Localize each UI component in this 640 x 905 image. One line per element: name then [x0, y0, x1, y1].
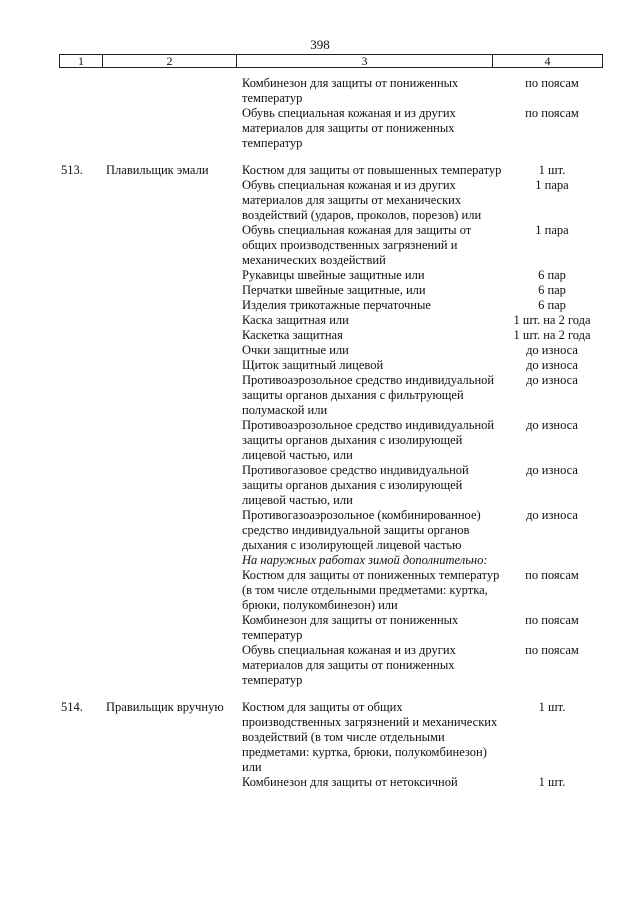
table-body: [0, 76, 640, 790]
row-number: 513.: [61, 163, 83, 177]
row-item: Костюм для защиты от общих производственных загрязнений и механических воздействий (в том числе отдельными предметами: куртка, брюки, полукомбинезон) или: [242, 700, 498, 774]
row-norm: до износа: [526, 418, 578, 432]
row-number: [0, 553, 106, 568]
header-col-2: 2: [103, 55, 237, 67]
row-profession: [106, 313, 242, 328]
row-number: [0, 343, 106, 358]
row-spacer: [0, 688, 640, 700]
row-profession: [106, 76, 242, 106]
header-col-1: 1: [60, 55, 103, 67]
row-spacer: [0, 151, 640, 163]
row-number: [0, 418, 106, 463]
table-row: [0, 508, 640, 553]
row-number: [0, 313, 106, 328]
table-row: [0, 163, 640, 178]
table-row: [0, 223, 640, 268]
row-norm: 6 пар: [538, 298, 566, 312]
row-profession: [106, 568, 242, 613]
row-number: [0, 373, 106, 418]
row-profession: [106, 775, 242, 790]
row-profession: [106, 643, 242, 688]
row-number: [0, 328, 106, 343]
table-row: [0, 463, 640, 508]
row-norm: до износа: [526, 508, 578, 522]
row-number: [0, 568, 106, 613]
table-row: [0, 283, 640, 298]
table-row: [0, 76, 640, 106]
row-profession: [106, 283, 242, 298]
row-norm: до износа: [526, 373, 578, 387]
row-profession: [106, 343, 242, 358]
row-item: Очки защитные или: [242, 343, 349, 357]
row-item: Обувь специальная кожаная и из других материалов для защиты от механических воздействий (ударов, проколов, порезов) или: [242, 178, 482, 222]
row-norm: 1 пара: [535, 178, 569, 192]
row-profession: [106, 298, 242, 313]
row-norm: 6 пар: [538, 268, 566, 282]
row-number: [0, 223, 106, 268]
row-norm: до износа: [526, 358, 578, 372]
table-row: [0, 268, 640, 283]
row-profession: [106, 613, 242, 643]
row-profession: [106, 106, 242, 151]
row-item: Каска защитная или: [242, 313, 349, 327]
table-row: [0, 358, 640, 373]
row-item: Обувь специальная кожаная и из других материалов для защиты от пониженных температур: [242, 643, 456, 687]
table-row: [0, 418, 640, 463]
table-row: [0, 613, 640, 643]
row-norm: [502, 553, 602, 568]
row-profession: [106, 463, 242, 508]
row-number: [0, 775, 106, 790]
row-number: [0, 106, 106, 151]
row-norm: 1 шт. на 2 года: [513, 328, 591, 342]
row-norm: по поясам: [525, 76, 579, 90]
table-row: [0, 328, 640, 343]
table-row: [0, 298, 640, 313]
row-number: [0, 463, 106, 508]
row-profession: [106, 268, 242, 283]
row-item: Комбинезон для защиты от пониженных температур: [242, 76, 459, 105]
row-item: Противоаэрозольное средство индивидуальной защиты органов дыхания с изолирующей лицевой частью, или: [242, 418, 495, 462]
row-profession: [106, 223, 242, 268]
row-profession: [106, 358, 242, 373]
row-item: На наружных работах зимой дополнительно:: [242, 553, 488, 567]
header-col-4: 4: [544, 54, 551, 68]
row-norm: по поясам: [525, 568, 579, 582]
table-row: [0, 553, 640, 568]
row-item: Изделия трикотажные перчаточные: [242, 298, 431, 312]
row-number: 514.: [61, 700, 83, 714]
row-norm: до износа: [526, 343, 578, 357]
row-norm: до износа: [526, 463, 578, 477]
row-item: Рукавицы швейные защитные или: [242, 268, 425, 282]
row-number: [0, 268, 106, 283]
row-norm: 6 пар: [538, 283, 566, 297]
row-item: Противоаэрозольное средство индивидуальной защиты органов дыхания с фильтрующей полумаской или: [242, 373, 495, 417]
row-norm: 1 пара: [535, 223, 569, 237]
row-profession: [106, 508, 242, 553]
table-header: [59, 54, 603, 68]
row-profession: [106, 328, 242, 343]
row-profession: Правильщик вручную: [106, 700, 224, 714]
row-number: [0, 298, 106, 313]
row-number: [0, 358, 106, 373]
row-item: Противогазовое средство индивидуальной защиты органов дыхания с изолирующей лицевой частью, или: [242, 463, 469, 507]
row-number: [0, 613, 106, 643]
row-norm: 1 шт. на 2 года: [513, 313, 591, 327]
row-item: Каскетка защитная: [242, 328, 343, 342]
row-profession: Плавильщик эмали: [106, 163, 209, 177]
row-item: Костюм для защиты от пониженных температур (в том числе отдельными предметами: куртка, брюки, полукомбинезон) или: [242, 568, 500, 612]
table-row: [0, 643, 640, 688]
table-row: [0, 106, 640, 151]
row-item: Щиток защитный лицевой: [242, 358, 384, 372]
row-profession: [106, 178, 242, 223]
row-item: Обувь специальная кожаная для защиты от общих производственных загрязнений и механических воздействий: [242, 223, 472, 267]
row-item: Комбинезон для защиты от нетоксичной: [242, 775, 458, 789]
page-number: 398: [310, 37, 330, 52]
table-row: [0, 313, 640, 328]
row-norm: 1 шт.: [538, 700, 566, 714]
row-number: [0, 508, 106, 553]
table-row: [0, 343, 640, 358]
table-row: [0, 568, 640, 613]
row-item: Противогазоаэрозольное (комбинированное) средство индивидуальной защиты органов дыхания с изолирующей лицевой частью: [242, 508, 481, 552]
row-number: [0, 283, 106, 298]
row-item: Костюм для защиты от повышенных температур: [242, 163, 502, 177]
header-col-3: 3: [237, 55, 493, 67]
row-norm: 1 шт.: [538, 163, 566, 177]
row-norm: по поясам: [525, 106, 579, 120]
table-row: [0, 700, 640, 775]
row-profession: [106, 373, 242, 418]
row-number: [0, 643, 106, 688]
table-row: [0, 373, 640, 418]
row-item: Перчатки швейные защитные, или: [242, 283, 426, 297]
row-item: Обувь специальная кожаная и из других материалов для защиты от пониженных температур: [242, 106, 456, 150]
table-row: [0, 775, 640, 790]
row-norm: по поясам: [525, 613, 579, 627]
row-number: [0, 178, 106, 223]
row-profession: [106, 418, 242, 463]
table-row: [0, 178, 640, 223]
row-profession: [106, 553, 242, 568]
row-item: Комбинезон для защиты от пониженных температур: [242, 613, 459, 642]
row-norm: 1 шт.: [538, 775, 566, 789]
row-norm: по поясам: [525, 643, 579, 657]
row-number: [0, 76, 106, 106]
